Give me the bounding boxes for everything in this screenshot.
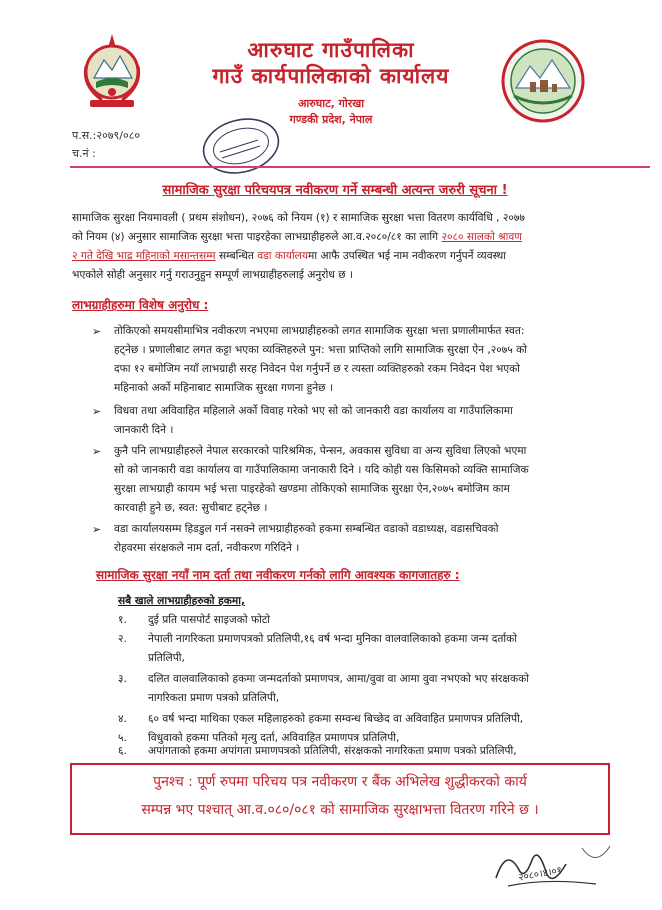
item-4-line-1: ६० वर्ष भन्दा माथिका एकल महिलाहरुको हकमा सम्वन्ध बिच्छेद वा अविवाहित प्रमाणपत्र प्रतिलिपी, [148, 713, 524, 725]
bullet-2-line-2: जानकारी दिने । [114, 424, 174, 436]
intro-line-3d: मा आफै उपस्थित भई नाम नवीकरण गर्नुपर्ने व्यवस्था [308, 250, 507, 262]
item-5-line-1: विधुवाको हकमा पतिको मृत्यु दर्ता, अविवाहित प्रमाणपत्र प्रतिलिपी, [148, 732, 400, 744]
bullet-3-line-1: कुनै पनि लाभग्राहीहरुले नेपाल सरकारको पारिश्रमिक, पेन्सन, अवकास सुविधा वा अन्य सुविधा लिएको भएमा [114, 445, 527, 457]
notice-title: सामाजिक सुरक्षा परिचयपत्र नवीकरण गर्ने सम्बन्धी अत्यन्त जरुरी सूचना ! [162, 183, 508, 198]
office-subtitle: गाउँ कार्यपालिकाको कार्यालय [212, 64, 450, 88]
arrow-bullet-icon: ➢ [92, 523, 102, 536]
footer-line-1: पुनश्च : पूर्ण रुपमा परिचय पत्र नवीकरण र बैंक अभिलेख शुद्धीकरको कार्य [153, 774, 527, 790]
bullet-1-line-3: दफा १२ बमोजिम नयाँ लाभग्राही सरह निवेदन पेश गर्नुपर्ने छ र त्यस्ता व्यक्तिहरुको रकम निवेदन पेश भएको [114, 363, 521, 375]
item-1-line-1: दुई प्रति पासपोर्ट साइजको फोटो [148, 614, 270, 626]
section2-subheading: सबै खाले लाभग्राहीहरुको हकमा, [118, 595, 246, 607]
item-number: ५. [118, 732, 127, 744]
section1-heading: लाभग्राहीहरुमा विशेष अनुरोध : [72, 298, 209, 312]
footer-line-2: सम्पन्न भए पश्चात् आ.व.०८०/०८१ को सामाजिक सुरक्षाभत्ता वितरण गरिने छ । [141, 802, 539, 818]
arrow-bullet-icon: ➢ [92, 325, 102, 338]
ref-chan: च.नं : [72, 147, 96, 160]
ref-ps: प.स.:२०७९/०८० [72, 129, 141, 142]
bullet-4-line-2: रोहवरमा संरक्षकले नाम दर्ता, नवीकरण गरिदिने । [114, 542, 300, 554]
office-province: गण्डकी प्रदेश, नेपाल [289, 113, 373, 126]
bullet-3-line-2: सो को जानकारी वडा कार्यालय वा गाउँपालिकामा जनाकारी दिने । यदि कोही यस किसिमको व्यक्ति सामाजिक [114, 464, 529, 476]
bullet-3-line-4: कारवाही हुने छ, स्वत: सुचीबाट हट्नेछ । [114, 502, 268, 514]
bullet-1-line-1: तोकिएको समयसीमाभित्र नवीकरण नभएमा लाभग्राहीहरुको लगत सामाजिक सुरक्षा भत्ता प्रणालीमार्फत स्वत: [114, 325, 525, 337]
intro-highlight-date-start: २०८० सालको श्रावण [441, 231, 522, 243]
intro-line-3 [72, 247, 632, 266]
item-number: ६. [118, 745, 127, 757]
bullet-2-line-1: विधवा तथा अविवाहित महिलाले अर्को विवाह गरेको भए सो को जानकारी वडा कार्यालय वा गाउँपालिकामा [114, 405, 513, 417]
arrow-bullet-icon: ➢ [92, 405, 102, 418]
intro-highlight-date-end: २ गते देखि भाद्र महिनाको मसान्तसम्म [72, 250, 216, 262]
bullet-4-line-1: वडा कार्यालयसम्म हिडडुल गर्न नसक्ने लाभग्राहीहरुको हकमा सम्बन्धित वडाको वडाध्यक्ष, वडासचिवको [114, 523, 499, 535]
item-number: ३. [118, 673, 127, 685]
intro-paragraph [72, 209, 632, 285]
item-number: ४. [118, 713, 127, 725]
item-2-line-1: नेपाली नागरिकता प्रमाणपत्रको प्रतिलिपी,१६ वर्ष भन्दा मुनिका वालवालिकाको हकमा जन्म दर्ताको [148, 633, 517, 645]
intro-line-2a: को नियम (४) अनुसार सामाजिक सुरक्षा भत्ता पाइरहेका लाभग्राहीहरुले आ.व.२०८०/८१ का लागि [72, 231, 442, 243]
office-name: आरुघाट गाउँपालिका [247, 38, 415, 62]
item-number: १. [118, 614, 127, 626]
intro-line-1: सामाजिक सुरक्षा नियमावली ( प्रथम संशोधन), २०७६ को नियम (१) र सामाजिक सुरक्षा भत्ता वितरण कार्यविधि , २०७७ [72, 212, 525, 224]
item-2-line-2: प्रतिलिपी, [148, 652, 185, 664]
intro-line-2 [72, 228, 632, 247]
item-3-line-1: दलित वालवालिकाको हकमा जन्मदर्ताको प्रमाणपत्र, आमा/वुवा वा आमा वुवा नभएको भए संरक्षकको [148, 673, 529, 685]
intro-line-3b: सम्बन्धित [215, 250, 258, 262]
intro-line-4: भएकोले सोही अनुसार गर्नु गराउनुहुन सम्पूर्ण लाभग्राहीहरुलाई अनुरोध छ । [72, 269, 354, 281]
bullet-3-line-3: सुरक्षा लाभग्राही कायम भई भत्ता पाइरहेको खण्डमा तोकिएको सामाजिक सुरक्षा ऐन,२०७५ बमोजिम काम [114, 483, 510, 495]
section2-heading: सामाजिक सुरक्षा नयाँ नाम दर्ता तथा नवीकरण गर्नको लागि आवश्यक कागजातहरु : [96, 568, 460, 582]
office-address: आरुघाट, गोरखा [297, 97, 365, 110]
item-number: २. [118, 633, 127, 645]
signature-date: २०८०।४।०१ [517, 865, 563, 884]
item-3-line-2: नागरिकता प्रमाण पत्रको प्रतिलिपी, [148, 692, 280, 704]
item-6-line-1: अपांगताको हकमा अपांगता प्रमाणपत्रको प्रतिलिपी, संरक्षकको नागरिकता प्रमाण पत्रको प्रतिलिपी, [148, 745, 517, 757]
intro-highlight-ward: वडा कार्यालय [257, 250, 309, 262]
bullet-1-line-4: महिनाको अर्को महिनाबाट सामाजिक सुरक्षा गणना हुनेछ । [114, 382, 333, 394]
header-divider [70, 166, 650, 168]
bullet-1-line-2: हट्नेछ । प्रणालीबाट लगत कट्टा भएका व्यक्तिहरुले पुन: भत्ता प्राप्तिको लागि सामाजिक सुरक्षा ऐन ,२०७५ को [114, 344, 527, 356]
arrow-bullet-icon: ➢ [92, 445, 102, 458]
